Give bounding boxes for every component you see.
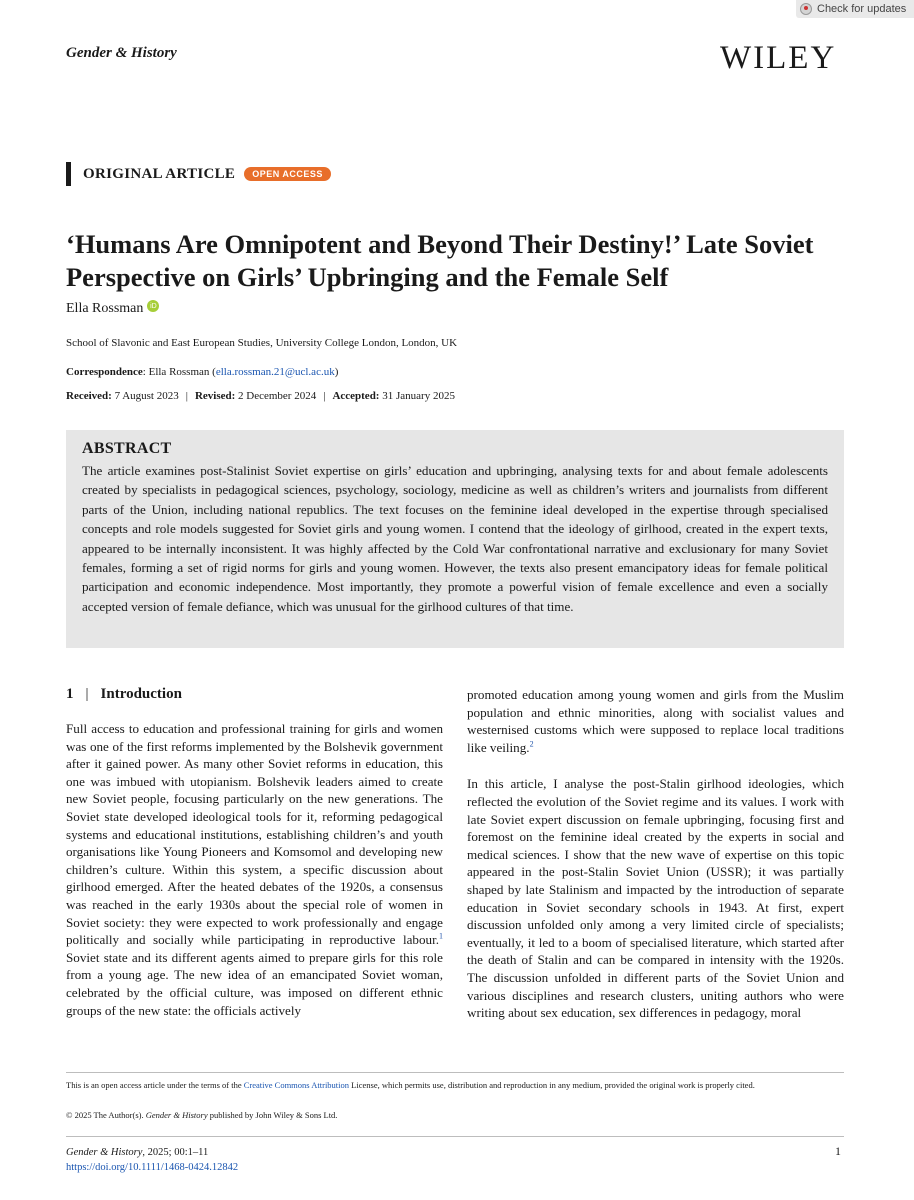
abstract-heading: ABSTRACT [82,440,172,457]
page-number: 1 [835,1144,841,1158]
accepted-label: Accepted: [332,390,380,402]
date-separator: | [185,390,188,402]
correspondence-email[interactable]: ella.rossman.21@ucl.ac.uk [215,366,335,378]
correspondence-close: ) [334,366,339,378]
article-type-row [66,162,331,186]
paragraph [66,720,443,1019]
publisher-logo: WILEY [720,40,837,76]
section-number: 1 [66,686,74,702]
license-text: License, which permits use, distribution and reproduction in any medium, provided the original work is properly cited. [349,1080,755,1090]
accepted-date: 31 January 2025 [379,390,455,402]
check-updates-label: Check for updates [817,3,907,15]
affiliation: School of Slavonic and East European Studies, University College London, London, UK [66,337,458,349]
abstract-text: The article examines post-Stalinist Soviet expertise on girls’ education and upbringing, analysing texts for and about female adolescents created by specialists in pedagogical sciences, psychology, sociology, medicine as well as children’s writers and journalists from different parts of the Union, including national republics. The text focuses on the feminine ideal developed in the expertise through specialised concepts and role models suggested for Soviet girls and young women. I contend that the ideology of girlhood, created in the expert texts, appeared to be internally inconsistent. It was highly affected by the Cold War confrontational narrative and exclusionary for many Soviet females, forming a set of rigid norms for girls and young women. However, the texts also present emancipatory ideas for female political participation and economic independence. Most importantly, they promote a powerful vision of female excellence and even a socially accepted version of female defiance, which was unusual for the girlhood cultures of that time. [82,463,828,614]
article-type: ORIGINAL ARTICLE [83,165,236,182]
section-heading [66,686,182,703]
section-title: Introduction [100,686,182,702]
license-note [66,1078,844,1092]
article-dates [66,390,455,402]
section-divider: | [85,686,89,702]
type-marker [66,162,71,186]
open-access-badge: OPEN ACCESS [244,167,331,181]
abstract-box [66,430,844,648]
journal-name: Gender & History [66,45,177,61]
correspondence [66,366,338,378]
author-row [66,301,159,317]
footnote-ref[interactable]: 1 [439,931,443,941]
author-name[interactable]: Ella Rossman [66,301,144,316]
paragraph-text: promoted education among young women and girls from the Muslim population and ethnic minorities, along with socialist values and westernised customs which were supposed to replace local traditions like veiling. [467,687,844,755]
copyright-text: published by John Wiley & Sons Ltd. [207,1110,338,1120]
crossmark-icon [800,3,812,15]
doi-link[interactable]: https://doi.org/10.1111/1468-0424.12842 [66,1162,239,1173]
date-separator: | [323,390,326,402]
paragraph-text: Soviet state and its different agents aimed to prepare girls for this role from a young age. The new idea of an emancipated Soviet woman, celebrated by the official culture, was imposed on different ethnic groups of the new state: the officials actively [66,949,443,1018]
correspondence-label: Correspondence [66,366,143,378]
revised-date: 2 December 2024 [235,390,317,402]
citation-journal: Gender & History [66,1147,143,1158]
article-title: ‘Humans Are Omnipotent and Beyond Their Destiny!’ Late Soviet Perspective on Girls’ Upbringing and the Female Self [66,229,814,292]
copyright-journal: Gender & History [145,1110,208,1120]
paragraph-text: Full access to education and professional training for girls and women was one of the first reforms implemented by the Bolshevik government after it gained power. As many other Soviet reforms in education, this one was imbued with utopianism. Bolshevik leaders aimed to create new Soviet people, focusing particularly on the new generations. The Soviet state developed ideological tools for it, reforming pedagogical systems and educational institutions, establishing children’s and youth organisations like Young Pioneers and Komsomol and developing new children’s culture. Within this system, a specific discussion about girlhood emerged. After the heated debates of the 1920s, a consensus was reached in the early 1930s about the special role of women in Soviet society: they were expected to work professionally and engage politically and socially while participating in reproductive labour. [66,721,443,948]
correspondence-name: : Ella Rossman ( [142,366,216,378]
paragraph [467,686,844,756]
paragraph: In this article, I analyse the post-Stalin girlhood ideologies, which reflected the evolution of the Soviet regime and its values. I work with late Soviet expert discussion on female upbringing, focusing first and foremost on the feminine ideal created by the experts in social and medical sciences. I show that the new wave of expertise on this topic appeared in the post-Stalin Soviet Union (USSR); it was partially shaped by late Stalinism and impacted by the introduction of separate education in Soviet secondary schools in 1943. At first, expert discussion unfolded only among a very limited circle of specialists; eventually, it led to a boom of specialised literature, which started after the death of Stalin and can be compared in intensity with the 1920s. The discussion unfolded in different parts of the Soviet Union and various disciplines and research clusters, uniting authors who were writing about sex education, sex differences in pedagogy, moral [467,776,844,1021]
body-column-right [467,686,844,1022]
body-column-left [66,720,443,1019]
license-text: This is an open access article under the terms of the [66,1080,244,1090]
copyright-text: © 2025 The Author(s). [66,1110,146,1120]
copyright-note [66,1108,844,1122]
citation-volume: , 2025; 00:1–11 [142,1147,209,1158]
check-for-updates-badge[interactable] [796,0,914,18]
revised-label: Revised: [194,390,236,402]
footnote-ref[interactable]: 2 [529,739,534,749]
received-label: Received: [66,390,112,402]
orcid-icon[interactable]: iD [147,300,159,312]
received-date: 7 August 2023 [111,390,179,402]
citation-divider [66,1136,844,1137]
footer-divider [66,1072,844,1073]
license-link[interactable]: Creative Commons Attribution [243,1080,350,1090]
citation-line [66,1145,238,1160]
citation [66,1145,238,1175]
